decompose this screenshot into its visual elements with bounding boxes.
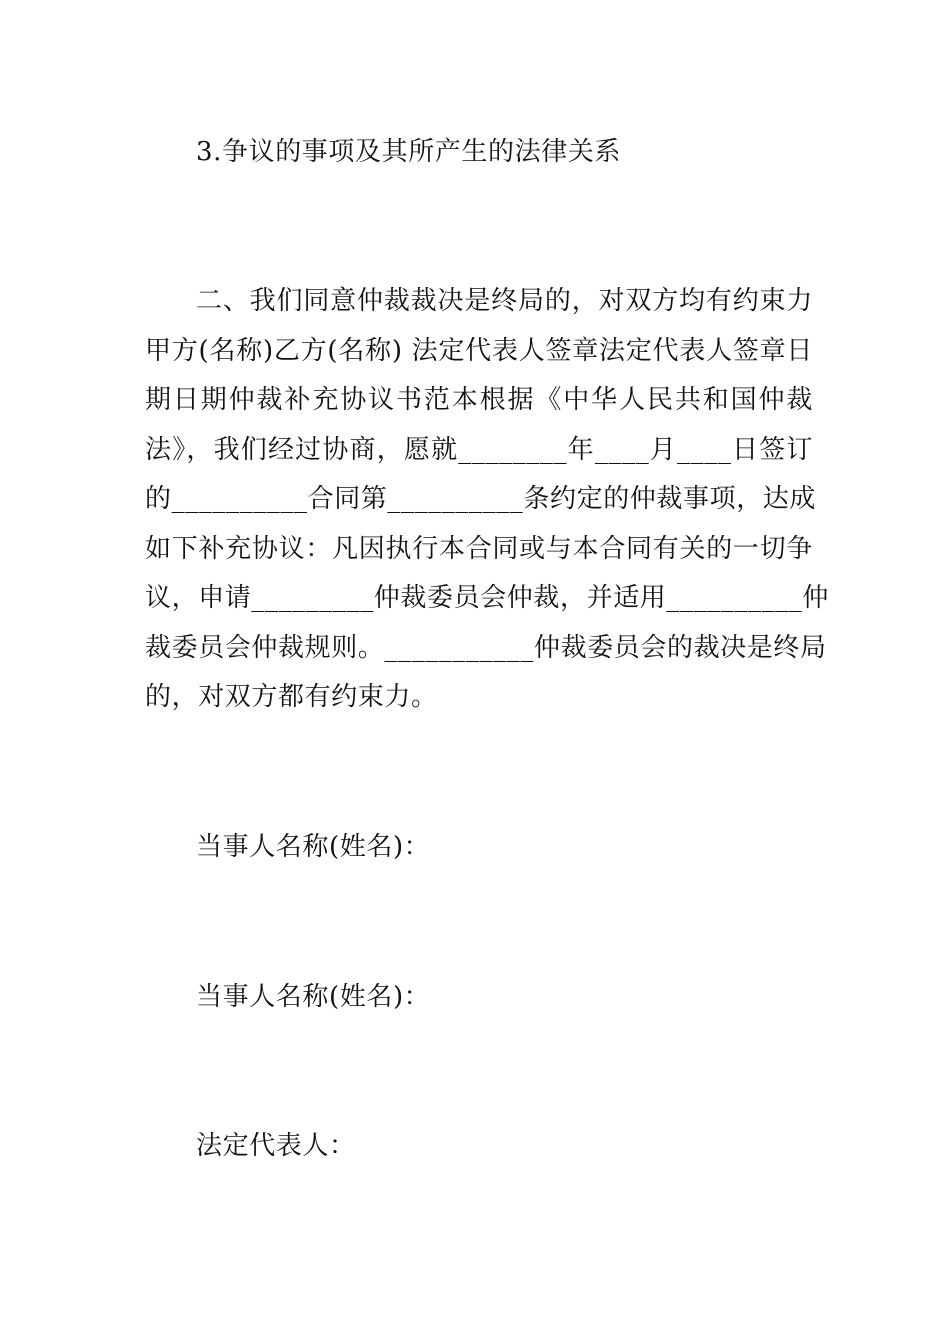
party-name-label-1: 当事人名称(姓名)： <box>196 832 431 862</box>
paragraph-line: 甲方(名称)乙方(名称) 法定代表人签章法定代表人签章日 <box>145 335 813 366</box>
paragraph-line: 议，申请_________仲裁委员会仲裁，并适用__________仲 <box>145 583 830 613</box>
item-3-heading: 3.争议的事项及其所产生的法律关系 <box>196 137 622 167</box>
paragraph-line: 法》，我们经过协商，愿就________年____月____日签订 <box>145 434 813 465</box>
paragraph-line: 的__________合同第__________条约定的仲裁事项，达成 <box>145 484 817 514</box>
paragraph-line: 期日期仲裁补充协议书范本根据《中华人民共和国仲裁 <box>145 385 813 415</box>
party-name-label-2: 当事人名称(姓名)： <box>196 982 431 1012</box>
paragraph-line: 如下补充协议：凡因执行本合同或与本合同有关的一切争 <box>145 533 813 564</box>
paragraph-line: 的，对双方都有约束力。 <box>145 682 438 712</box>
legal-representative-label: 法定代表人： <box>196 1131 356 1161</box>
agreement-paragraph <box>145 283 830 729</box>
paragraph-line: 二、我们同意仲裁裁决是终局的，对双方均有约束力 <box>196 286 813 316</box>
paragraph-line: 裁委员会仲裁规则。___________仲裁委员会的裁决是终局 <box>145 632 827 663</box>
